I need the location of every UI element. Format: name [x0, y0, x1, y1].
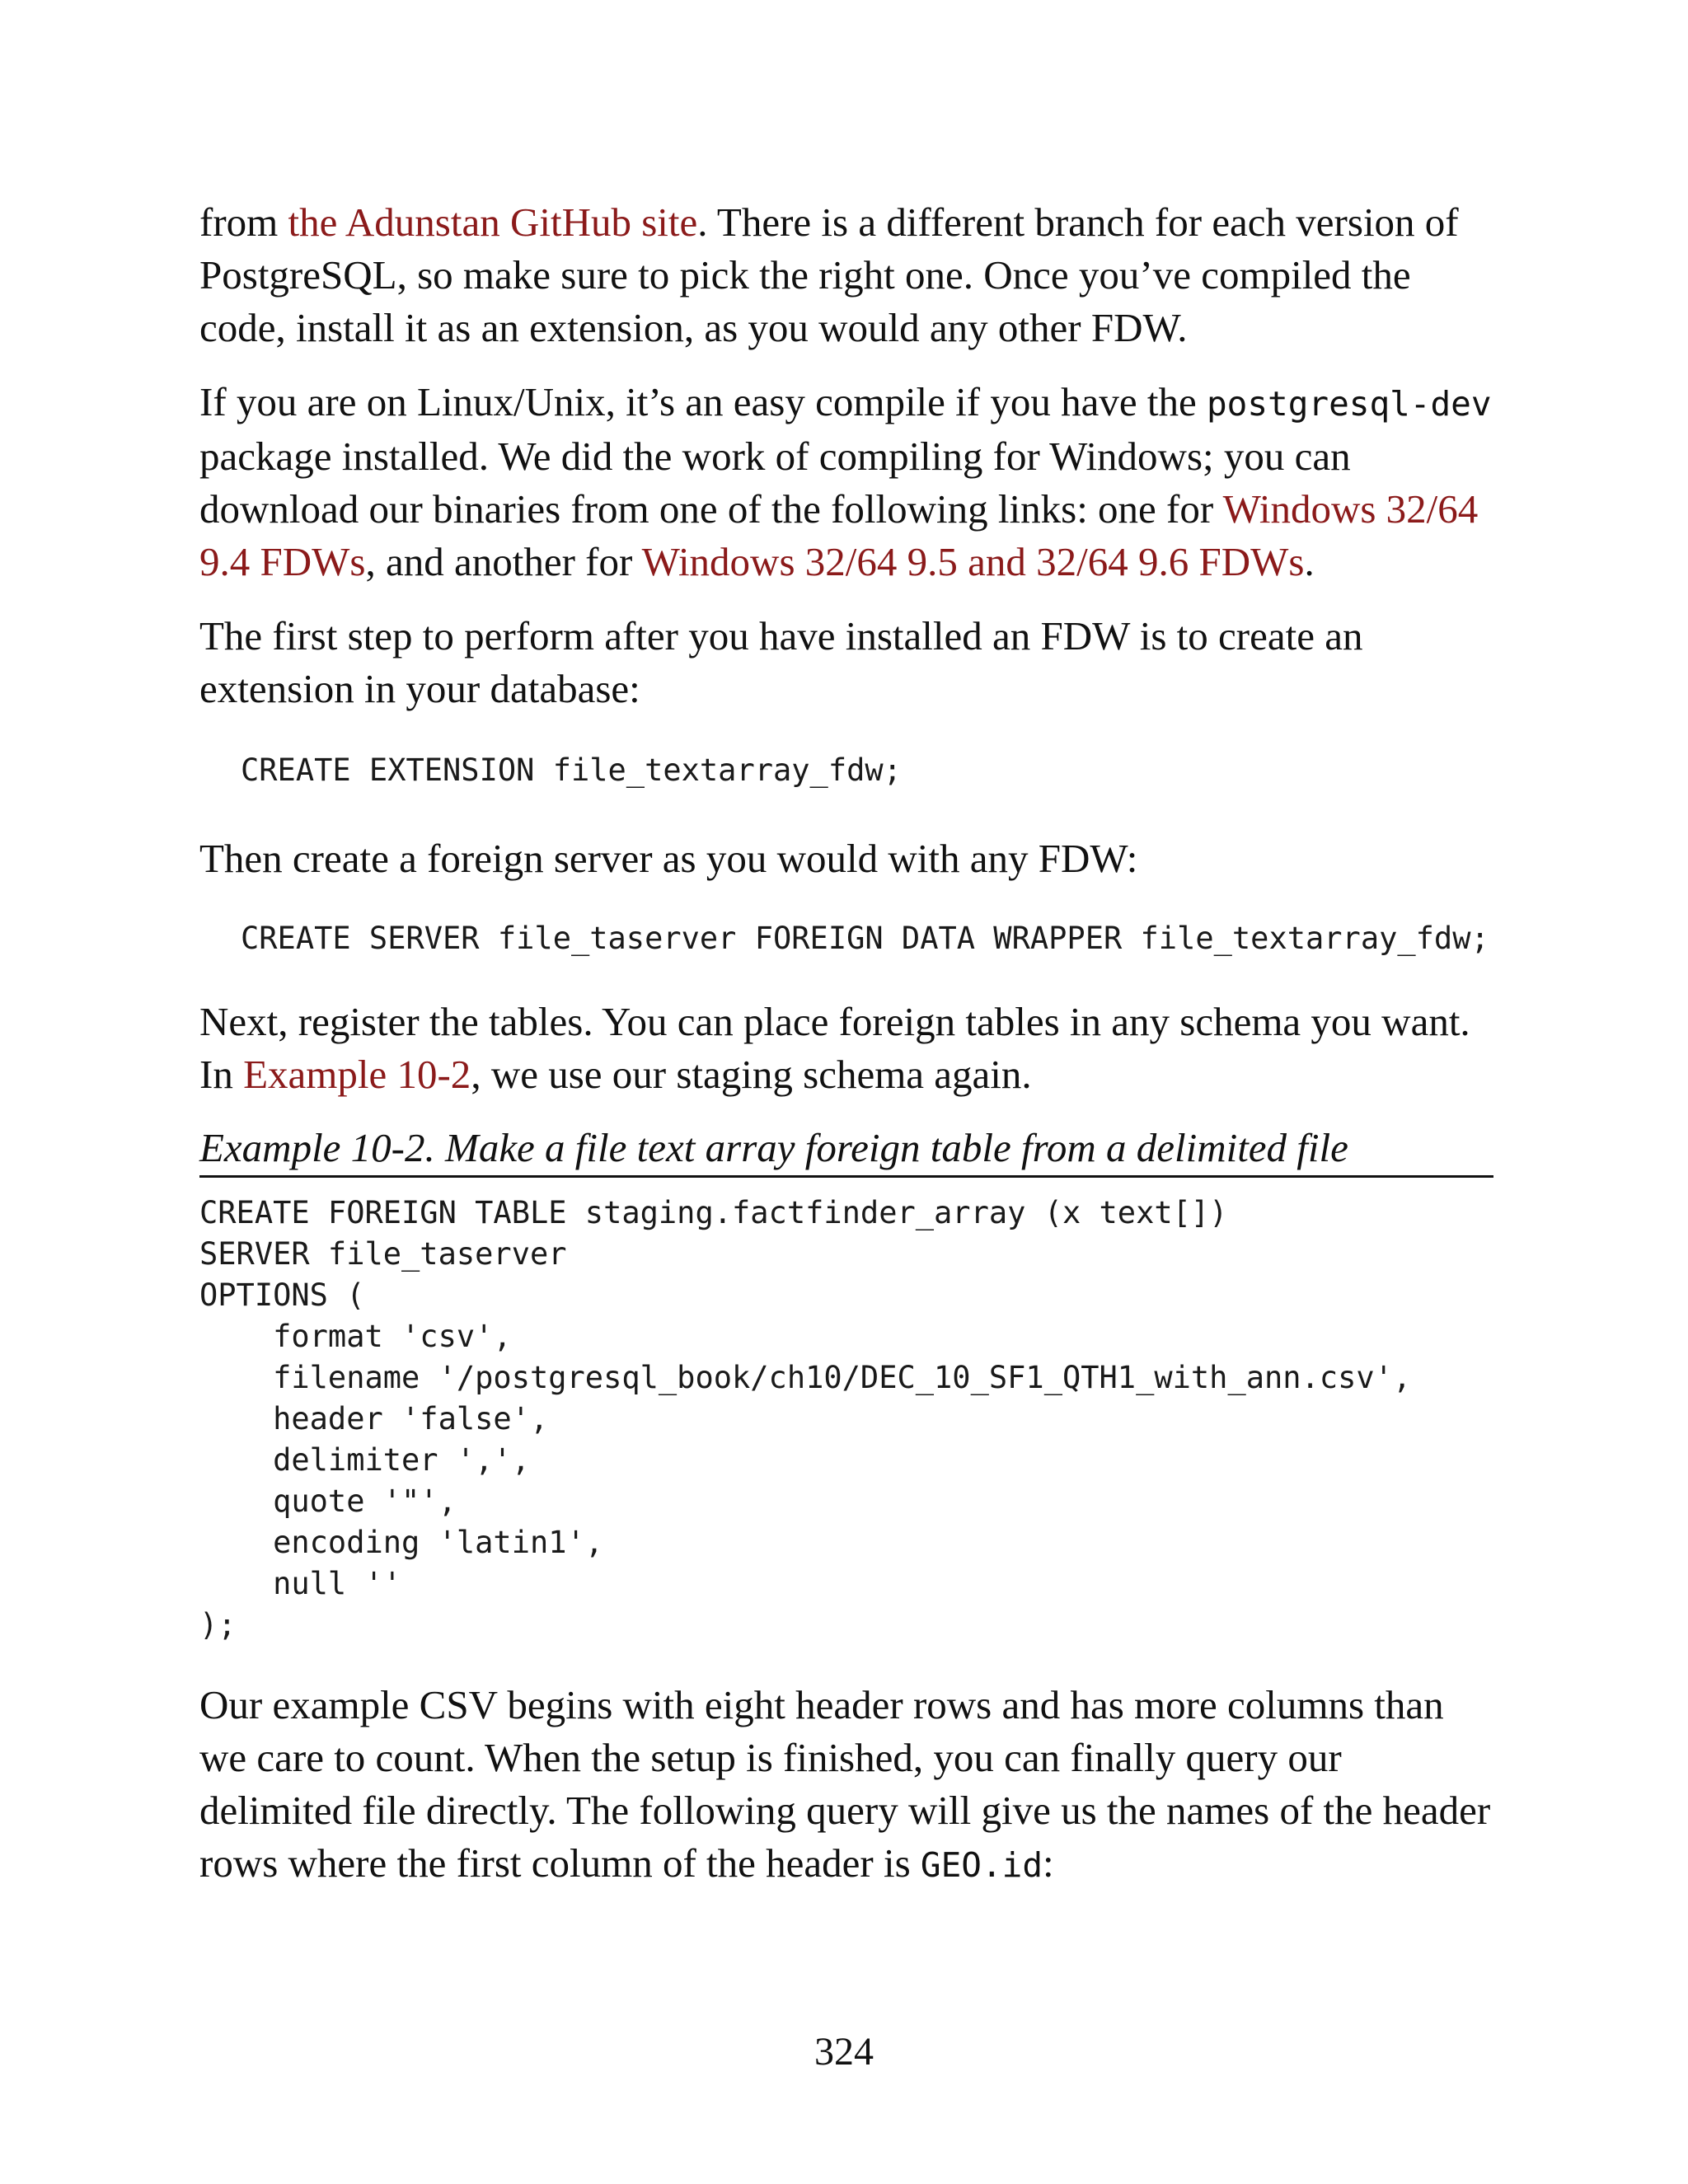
code-create-foreign-table: CREATE FOREIGN TABLE staging.factfinder_array (x text[]) SERVER file_taserver OPTIONS ( format 'csv', filename '/postgresql_book/ch10/DEC_10_SF1_QTH1_with_ann.csv', header 'false', delimiter ',', quote '"', encoding 'latin1', null '' ); [199, 1195, 1412, 1643]
paragraph-query-csv: Our example CSV begins with eight header rows and has more columns than we care to count. When the setup is finished, you can finally query our delimited file directly. The following query will give us the names of the header rows where the first column of the header is GEO.id: [199, 1682, 1491, 1886]
paragraph-compile: If you are on Linux/Unix, it’s an easy compile if you have the postgresql-dev package installed. We did the work of compiling for Windows; you can download our binaries from one of the following links: one for Windows 32/64 9.4 FDWs, and another for Windows 32/64 9.5 and 32/64 9.6 FDWs. [199, 379, 1492, 584]
code-create-server: CREATE SERVER file_taserver FOREIGN DATA WRAPPER file_textarray_fdw; [241, 921, 1489, 956]
windows-95-96-fdw-link[interactable]: Windows 32/64 9.5 and 32/64 9.6 FDWs [641, 539, 1305, 584]
example-10-2-link[interactable]: Example 10-2 [243, 1052, 471, 1097]
page-number: 324 [814, 2030, 874, 2074]
code-create-extension: CREATE EXTENSION file_textarray_fdw; [241, 752, 902, 788]
paragraph-github-branch: from the Adunstan GitHub site. There is a different branch for each version of PostgreSQL, so make sure to pick the right one. Once you’ve compiled the code, install it as an extension, as you would any other FDW. [199, 199, 1459, 350]
paragraph-create-extension: The first step to perform after you have installed an FDW is to create an extension in your database: [199, 613, 1363, 711]
windows-94-fdw-link[interactable]: Windows 32/64 9.4 FDWs [199, 486, 1479, 584]
paragraph-register-tables: Next, register the tables. You can place foreign tables in any schema you want. In Example 10-2, we use our staging schema again. [199, 999, 1470, 1097]
adunstan-github-link[interactable]: the Adunstan GitHub site [288, 199, 698, 245]
document-page [199, 196, 1493, 1913]
paragraph-foreign-server: Then create a foreign server as you would with any FDW: [199, 836, 1138, 881]
inline-code-postgresql-dev: postgresql-dev [1206, 384, 1492, 424]
inline-code-geo-id: GEO.id [920, 1845, 1043, 1885]
example-caption: Example 10-2. Make a file text array foreign table from a delimited file [199, 1122, 1493, 1178]
